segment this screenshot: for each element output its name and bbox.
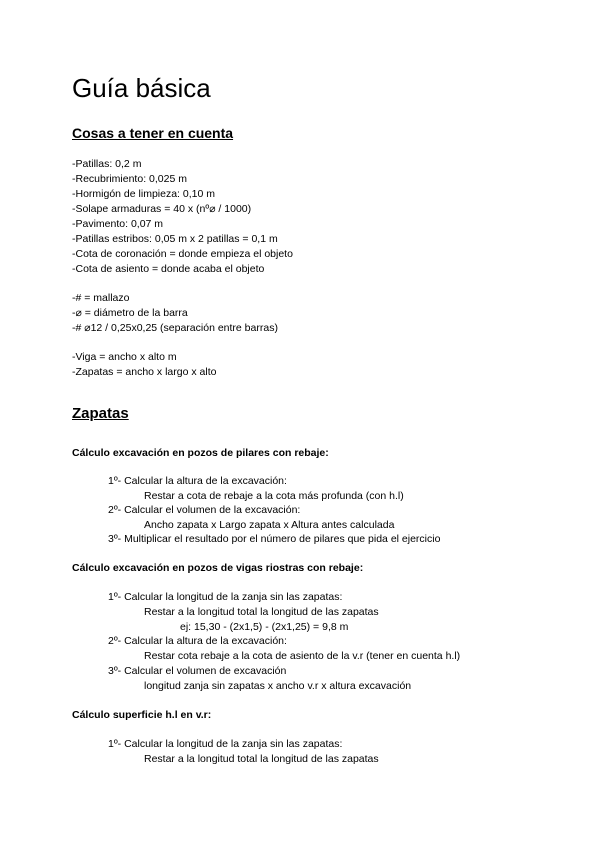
step-detail: Restar a la longitud total la longitud de las zapatas (144, 753, 379, 765)
formula-line: -Zapatas = ancho x largo x alto (72, 366, 217, 378)
subsection-title-vigas: Cálculo excavación en pozos de vigas riostras con rebaje: (72, 562, 364, 574)
document-title: Guía básica (72, 73, 211, 103)
step-line: 2º- Calcular la altura de la excavación: (108, 635, 287, 647)
step-detail: longitud zanja sin zapatas x ancho v.r x altura excavación (144, 680, 412, 692)
step-line: 2º- Calcular el volumen de la excavación: (108, 504, 301, 516)
step-line: 1º- Calcular la longitud de la zanja sin las zapatas: (108, 591, 343, 603)
note-line: -Cota de asiento = donde acaba el objeto (72, 263, 265, 275)
symbol-line: -# = mallazo (72, 292, 130, 304)
example-line: ej: 15,30 - (2x1,5) - (2x1,25) = 9,8 m (180, 621, 349, 633)
symbol-line: -# ⌀12 / 0,25x0,25 (separación entre barras) (72, 322, 278, 334)
symbol-line: -⌀ = diámetro de la barra (72, 307, 188, 319)
step-detail: Restar cota rebaje a la cota de asiento de la v.r (tener en cuenta h.l) (144, 650, 461, 662)
step-detail: Restar a la longitud total la longitud de las zapatas (144, 606, 379, 618)
subsection-title-hl: Cálculo superficie h.l en v.r: (72, 709, 212, 721)
formula-line: -Viga = ancho x alto m (72, 351, 177, 363)
section-heading-zapatas: Zapatas (72, 405, 129, 422)
note-line: -Cota de coronación = donde empieza el objeto (72, 248, 293, 260)
step-line: 3º- Multiplicar el resultado por el número de pilares que pida el ejercicio (108, 533, 441, 545)
note-line: -Recubrimiento: 0,025 m (72, 173, 187, 185)
note-line: -Pavimento: 0,07 m (72, 218, 164, 230)
step-line: 1º- Calcular la altura de la excavación: (108, 475, 287, 487)
section-heading-cosas: Cosas a tener en cuenta (72, 125, 234, 141)
step-detail: Ancho zapata x Largo zapata x Altura antes calculada (144, 519, 395, 531)
note-line: -Patillas: 0,2 m (72, 158, 142, 170)
step-line: 3º- Calcular el volumen de excavación (108, 665, 287, 677)
note-line: -Solape armaduras = 40 x (nº⌀ / 1000) (72, 203, 252, 215)
note-line: -Hormigón de limpieza: 0,10 m (72, 188, 215, 200)
step-line: 1º- Calcular la longitud de la zanja sin las zapatas: (108, 738, 343, 750)
note-line: -Patillas estribos: 0,05 m x 2 patillas = 0,1 m (72, 233, 278, 245)
subsection-title-pilares: Cálculo excavación en pozos de pilares con rebaje: (72, 447, 329, 459)
step-detail: Restar a cota de rebaje a la cota más profunda (con h.l) (144, 490, 404, 502)
